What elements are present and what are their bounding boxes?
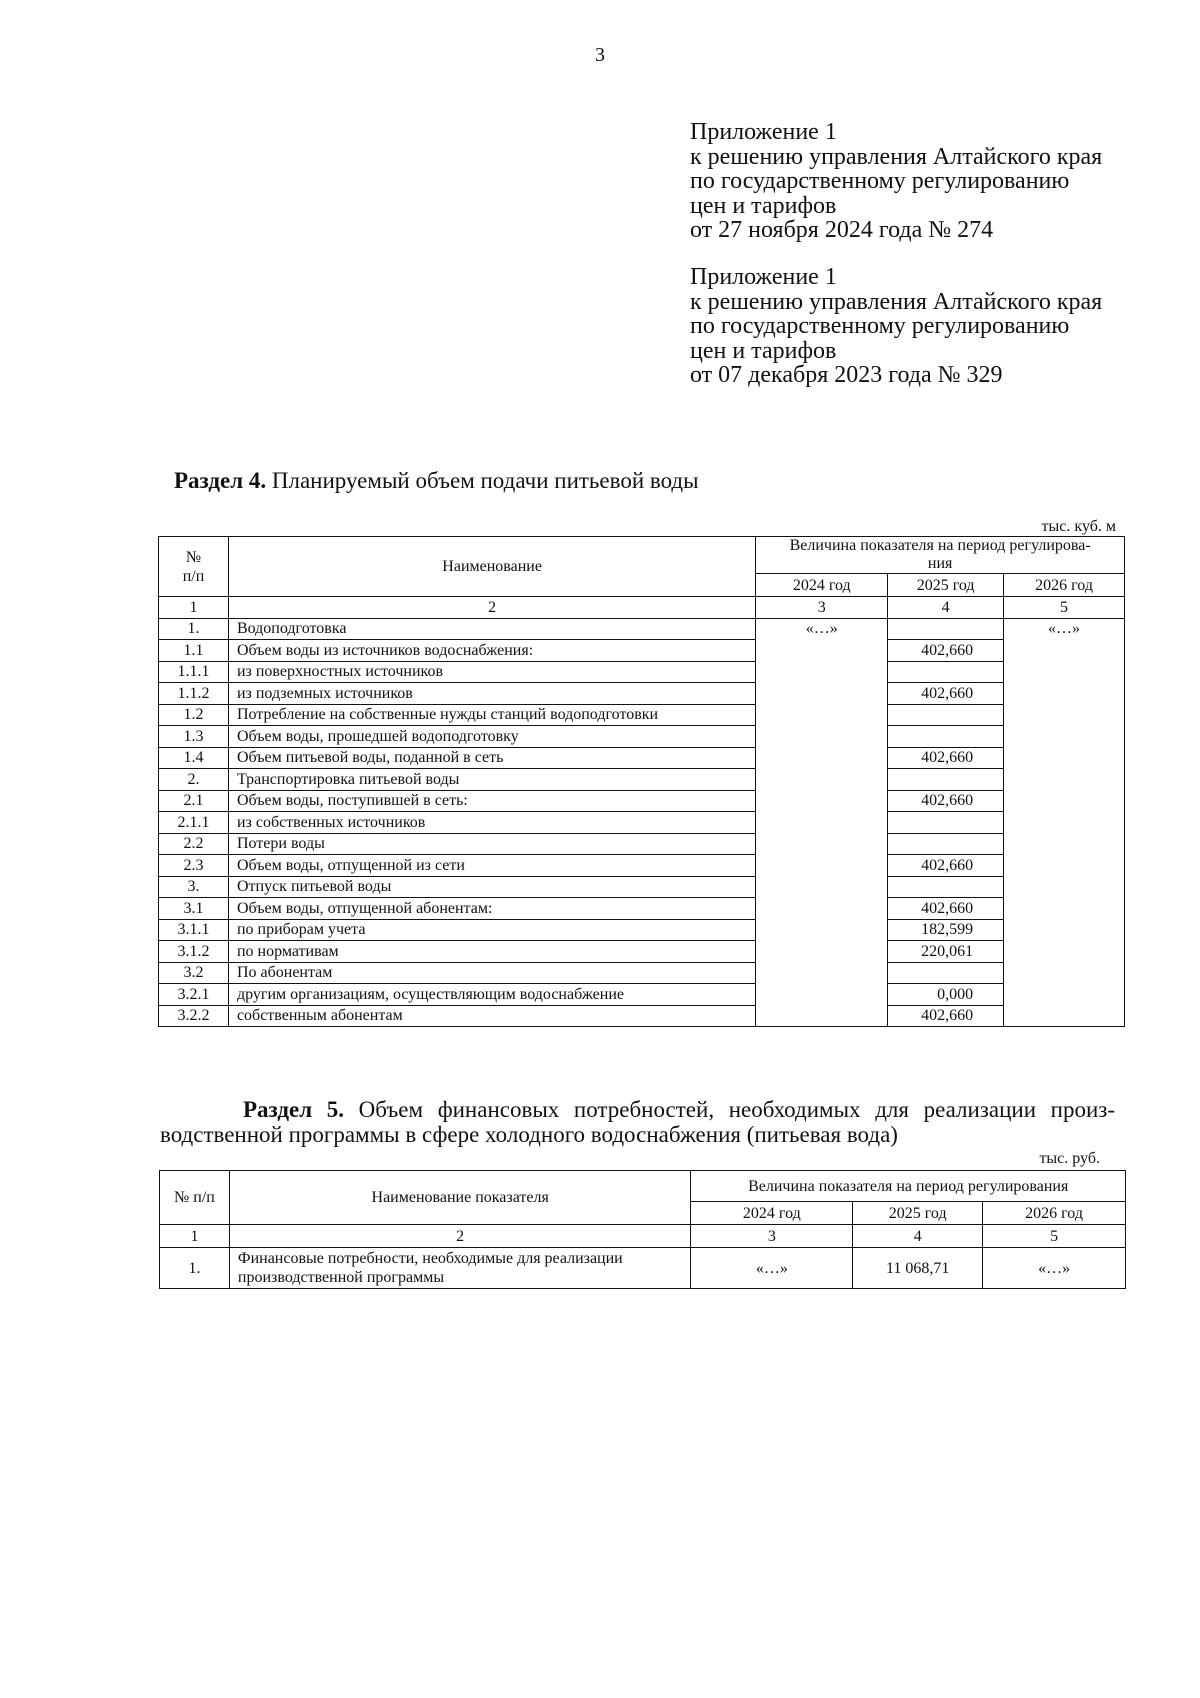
row-value-2025: 11 068,71 <box>853 1248 983 1289</box>
row-num: 3.1 <box>159 898 229 920</box>
appendix-line: цен и тарифов <box>690 337 837 364</box>
header-year-2026: 2026 год <box>983 1202 1126 1225</box>
row-value-2025 <box>888 726 1004 748</box>
row-num: 3. <box>159 876 229 898</box>
row-name: Транспортировка питьевой воды <box>228 769 755 791</box>
row-value-2025 <box>888 876 1004 898</box>
row-name: Объем воды из источников водоснабжения: <box>228 640 755 662</box>
appendix-line: цен и тарифов <box>690 192 837 219</box>
section5-title-bold: Раздел 5. <box>243 1097 345 1122</box>
section4-title-bold: Раздел 4. <box>174 468 267 493</box>
row-name: Объем воды, отпущенной из сети <box>228 855 755 877</box>
appendix-line: от 07 декабря 2023 года № 329 <box>690 362 1003 388</box>
table-row <box>159 747 1125 769</box>
appendix-line: от 27 ноября 2024 года № 274 <box>690 217 994 243</box>
table-row <box>159 876 1125 898</box>
row-value-2025: 220,061 <box>888 941 1004 963</box>
col-number: 1 <box>159 597 229 619</box>
row-value-2025 <box>888 833 1004 855</box>
row-name: Объем питьевой воды, поданной в сеть <box>228 747 755 769</box>
header-period: Величина показателя на период регулирова- ния <box>756 537 1125 574</box>
row-value-2025 <box>888 661 1004 683</box>
header-year-2025: 2025 год <box>888 574 1004 597</box>
appendix-current <box>690 120 1102 243</box>
row-num: 2.1 <box>159 790 229 812</box>
row-name: По абонентам <box>228 962 755 984</box>
row-value-2025: 402,660 <box>888 640 1004 662</box>
row-value-2025: 402,660 <box>888 683 1004 705</box>
row-name: Объем воды, прошедшей водоподготовку <box>228 726 755 748</box>
row-name: собственным абонентам <box>228 1005 755 1027</box>
col-number: 5 <box>983 1225 1126 1248</box>
appendix-line: Приложение 1 <box>690 119 837 145</box>
row-num: 2.1.1 <box>159 812 229 834</box>
row-value-2026: «…» <box>983 1248 1126 1289</box>
appendix-line: к решению управления Алтайского края <box>690 143 1103 170</box>
row-name: из поверхностных источников <box>228 661 755 683</box>
table-row <box>159 618 1125 640</box>
col-number: 2 <box>228 597 755 619</box>
header-year-2026: 2026 год <box>1004 574 1125 597</box>
section5-unit: тыс. руб. <box>1039 1150 1100 1167</box>
row-name: Потребление на собственные нужды станций водоподготовки <box>228 704 755 726</box>
row-name: Объем воды, отпущенной абонентам: <box>228 898 755 920</box>
col-number: 3 <box>691 1225 853 1248</box>
row-value-2024: «…» <box>691 1248 853 1289</box>
page-number: 3 <box>595 44 605 66</box>
row-num: 3.1.1 <box>159 919 229 941</box>
col-number: 4 <box>888 597 1004 619</box>
row-num: 1.1 <box>159 640 229 662</box>
header-period: Величина показателя на период регулирования <box>691 1171 1126 1202</box>
col-number: 4 <box>853 1225 983 1248</box>
appendix-previous <box>690 265 1102 388</box>
col-number: 5 <box>1004 597 1125 619</box>
row-value-2024: «…» <box>756 618 888 1027</box>
row-name: Отпуск питьевой воды <box>228 876 755 898</box>
table-row <box>159 812 1125 834</box>
row-num: 1.1.2 <box>159 683 229 705</box>
row-value-2025: 402,660 <box>888 855 1004 877</box>
row-num: 1.2 <box>159 704 229 726</box>
row-value-2025 <box>888 769 1004 791</box>
header-year-2024: 2024 год <box>756 574 888 597</box>
header-year-2024: 2024 год <box>691 1202 853 1225</box>
table-row <box>159 962 1125 984</box>
row-value-2025: 402,660 <box>888 898 1004 920</box>
section4-title-rest: Планируемый объем подачи питьевой воды <box>266 468 699 493</box>
row-value-2025: 402,660 <box>888 790 1004 812</box>
section5-title-line2: водственной программы в сфере холодного водоснабжения (питьевая вода) <box>160 1122 898 1147</box>
row-num: 3.2.2 <box>159 1005 229 1027</box>
row-num: 2. <box>159 769 229 791</box>
row-num: 2.3 <box>159 855 229 877</box>
col-number: 1 <box>160 1225 230 1248</box>
row-num: 1.3 <box>159 726 229 748</box>
section4-title <box>174 468 699 494</box>
row-num: 2.2 <box>159 833 229 855</box>
section5-table <box>159 1170 1126 1289</box>
header-year-2025: 2025 год <box>853 1202 983 1225</box>
appendix-line: по государственному регулированию <box>690 313 1070 339</box>
table-row <box>159 941 1125 963</box>
table-row <box>159 855 1125 877</box>
row-name: из подземных источников <box>228 683 755 705</box>
table-row <box>159 919 1125 941</box>
row-name: по приборам учета <box>228 919 755 941</box>
appendix-line: по государственному регулированию <box>690 168 1070 194</box>
col-number: 3 <box>756 597 888 619</box>
section4-table <box>158 536 1125 1027</box>
row-num: 3.2 <box>159 962 229 984</box>
row-num: 3.2.1 <box>159 984 229 1006</box>
table-row <box>160 1248 1126 1289</box>
table-row <box>159 704 1125 726</box>
row-num: 1. <box>159 618 229 640</box>
row-value-2025 <box>888 618 1004 640</box>
row-num: 1.4 <box>159 747 229 769</box>
header-num: № п/п <box>160 1171 230 1225</box>
row-name: Объем воды, поступившей в сеть: <box>228 790 755 812</box>
header-name: Наименование <box>228 537 755 597</box>
appendix-line: к решению управления Алтайского края <box>690 288 1103 315</box>
row-name: Потери воды <box>228 833 755 855</box>
row-value-2025: 402,660 <box>888 1005 1004 1027</box>
section5-title <box>160 1097 1115 1147</box>
row-name: Финансовые потребности, необходимые для реализации производственной программы <box>229 1248 691 1289</box>
row-value-2026: «…» <box>1004 618 1125 1027</box>
row-value-2025 <box>888 962 1004 984</box>
header-name: Наименование показателя <box>229 1171 691 1225</box>
table-row <box>159 984 1125 1006</box>
table-row <box>159 769 1125 791</box>
row-name: по нормативам <box>228 941 755 963</box>
table-row <box>159 790 1125 812</box>
row-num: 1. <box>160 1248 230 1289</box>
section4-unit: тыс. куб. м <box>1041 518 1116 535</box>
row-value-2025 <box>888 812 1004 834</box>
row-value-2025: 0,000 <box>888 984 1004 1006</box>
row-value-2025: 402,660 <box>888 747 1004 769</box>
appendix-line: Приложение 1 <box>690 264 837 290</box>
row-value-2025: 182,599 <box>888 919 1004 941</box>
row-num: 3.1.2 <box>159 941 229 963</box>
row-value-2025 <box>888 704 1004 726</box>
table-row <box>159 1005 1125 1027</box>
table-row <box>159 833 1125 855</box>
row-num: 1.1.1 <box>159 661 229 683</box>
table-row <box>159 640 1125 662</box>
row-name: из собственных источников <box>228 812 755 834</box>
header-num: № п/п <box>159 537 229 597</box>
section5-title-rest: Объем финансовых потребностей, необходимых для реализации произ- <box>344 1097 1116 1122</box>
table-row <box>159 683 1125 705</box>
table-row <box>159 898 1125 920</box>
table-row <box>159 726 1125 748</box>
col-number: 2 <box>229 1225 691 1248</box>
row-name: другим организациям, осуществляющим водоснабжение <box>228 984 755 1006</box>
table-row <box>159 661 1125 683</box>
row-name: Водоподготовка <box>228 618 755 640</box>
